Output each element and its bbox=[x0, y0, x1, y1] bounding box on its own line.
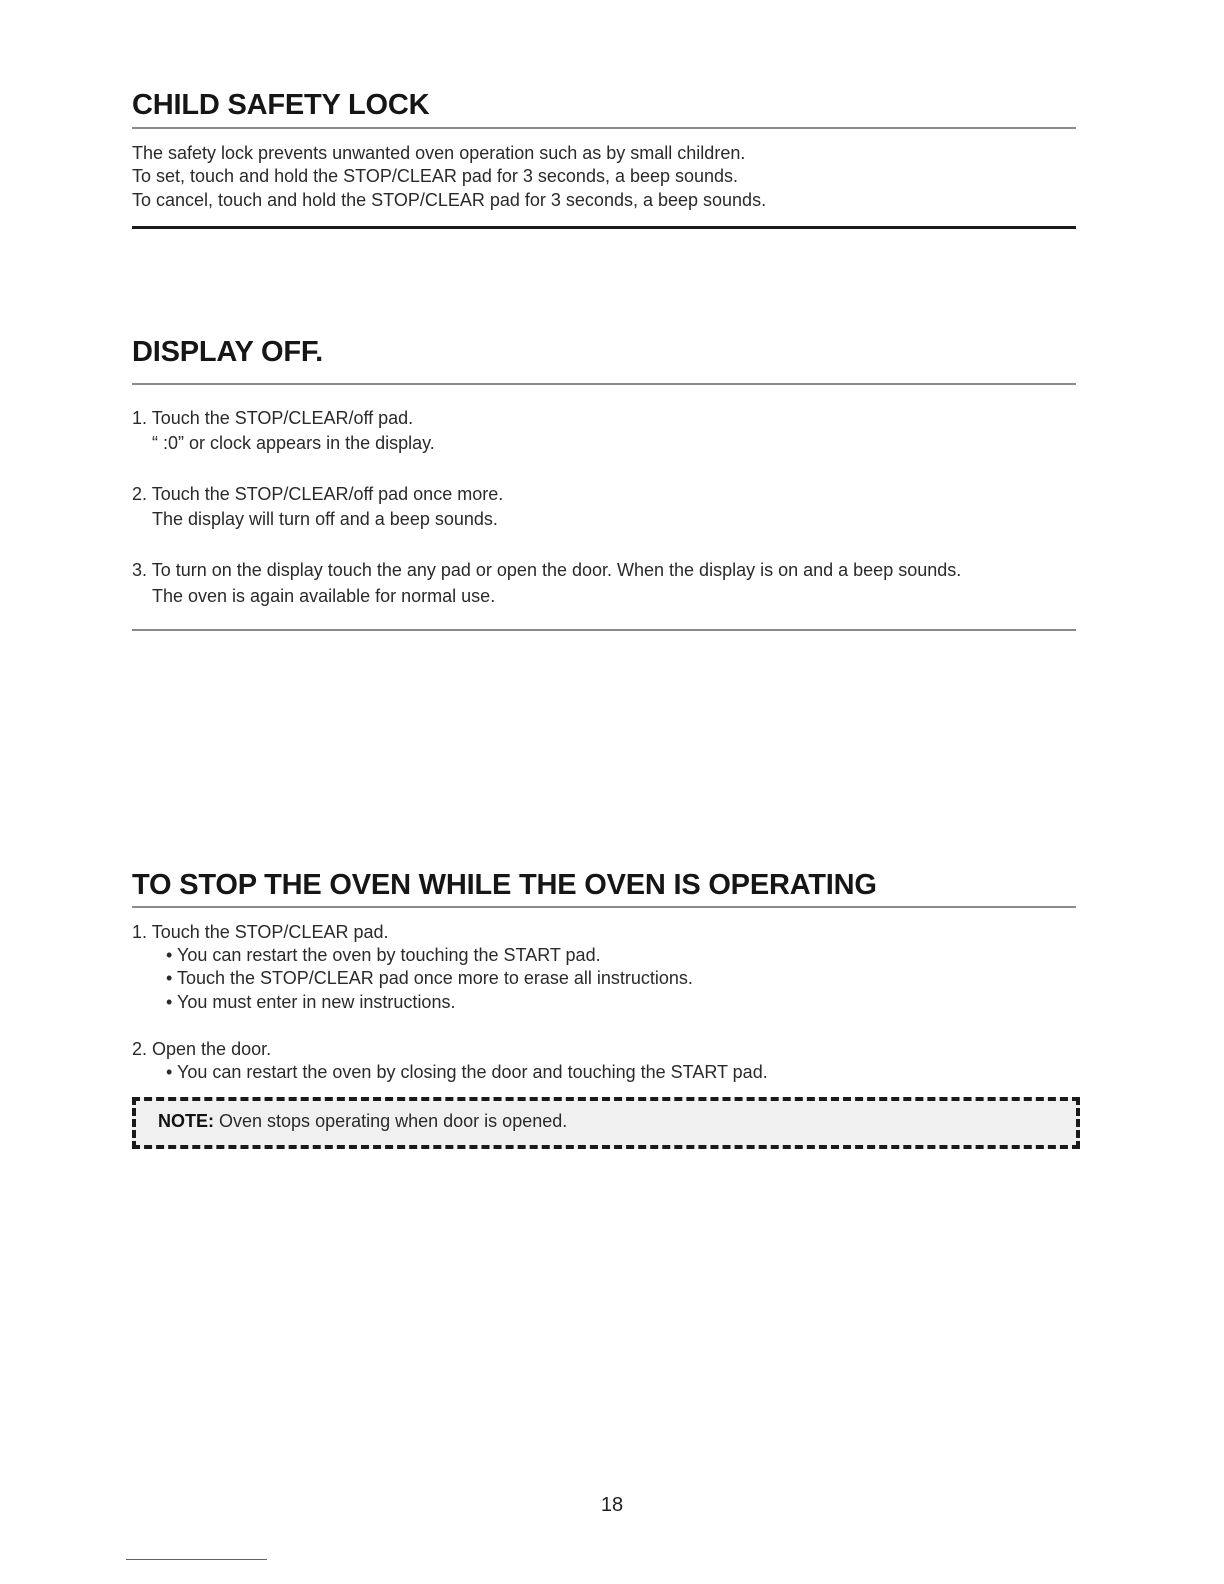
stop-oven-step-1: 1. Touch the STOP/CLEAR pad. bbox=[132, 922, 389, 942]
display-off-step-2: 2. Touch the STOP/CLEAR/off pad once more. bbox=[132, 484, 504, 504]
stop-oven-rule bbox=[132, 906, 1076, 908]
display-off-step-2-detail: The display will turn off and a beep sounds. bbox=[152, 509, 498, 529]
child-safety-lock-line-2: To set, touch and hold the STOP/CLEAR pad for 3 seconds, a beep sounds. bbox=[132, 166, 739, 186]
display-off-step-1-detail: “ :0” or clock appears in the display. bbox=[152, 433, 435, 453]
stop-oven-step-2: 2. Open the door. bbox=[132, 1039, 272, 1059]
display-off-step-3-detail: The oven is again available for normal use. bbox=[152, 586, 496, 606]
note-label: NOTE: bbox=[158, 1111, 214, 1131]
stop-oven-heading: TO STOP THE OVEN WHILE THE OVEN IS OPERATING bbox=[132, 869, 877, 901]
stop-oven-step-1-bullet-3: • You must enter in new instructions. bbox=[166, 992, 456, 1012]
note-body: Oven stops operating when door is opened. bbox=[219, 1111, 568, 1131]
display-off-heading: DISPLAY OFF. bbox=[132, 336, 323, 368]
child-safety-lock-bottom-rule bbox=[132, 226, 1076, 229]
child-safety-lock-heading: CHILD SAFETY LOCK bbox=[132, 89, 430, 121]
page-number: 18 bbox=[600, 1494, 624, 1516]
display-off-rule bbox=[132, 383, 1076, 385]
stop-oven-step-1-bullet-1: • You can restart the oven by touching the START pad. bbox=[166, 945, 601, 965]
display-off-bottom-rule bbox=[132, 629, 1076, 631]
display-off-step-3: 3. To turn on the display touch the any pad or open the door. When the display is on and a beep sounds. bbox=[132, 560, 962, 580]
child-safety-lock-rule bbox=[132, 127, 1076, 129]
note-box bbox=[132, 1097, 1080, 1149]
child-safety-lock-line-3: To cancel, touch and hold the STOP/CLEAR pad for 3 seconds, a beep sounds. bbox=[132, 190, 767, 210]
footer-link-underline bbox=[126, 1559, 267, 1560]
display-off-step-1: 1. Touch the STOP/CLEAR/off pad. bbox=[132, 408, 414, 428]
stop-oven-step-1-bullet-2: • Touch the STOP/CLEAR pad once more to erase all instructions. bbox=[166, 968, 693, 988]
child-safety-lock-line-1: The safety lock prevents unwanted oven operation such as by small children. bbox=[132, 143, 746, 163]
note-text bbox=[158, 1111, 567, 1132]
stop-oven-step-2-bullet-1: • You can restart the oven by closing the door and touching the START pad. bbox=[166, 1062, 768, 1082]
